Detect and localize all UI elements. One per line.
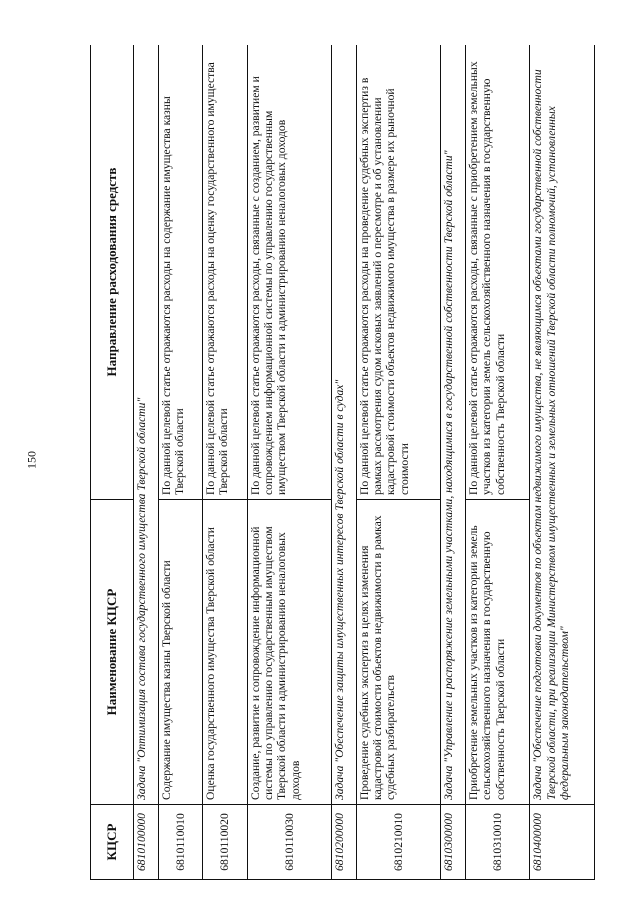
header-name: Наименование КЦСР	[91, 500, 134, 805]
header-direction: Направление расходования средств	[91, 45, 134, 500]
kcsr-name: Проведение судебных экспертиз в целях изменения кадастровой стоимости объектов недвижимости в рамках судебных разбирательств	[356, 500, 441, 805]
task-row	[530, 45, 595, 880]
table-row	[465, 45, 530, 880]
task-row	[134, 45, 159, 880]
task-code: 6810200000	[332, 805, 357, 880]
spending-direction: По данной целевой статье отражаются расходы, связанные с созданием, развитием и сопровождением информационной системы по управлению государственным имуществом Тверской области и администрированию неналоговых доходов	[247, 45, 332, 500]
task-text: Задача "Обеспечение подготовки документов по объектам недвижимого имущества, не являющимся объектами государственной собственности Тверской области, при реализации Министерством имущественных и земельных отношений Тверской области полномочий, установленных федеральным законодательством"	[530, 45, 595, 805]
table-row	[247, 45, 332, 880]
rotated-table-container	[90, 45, 595, 880]
kcsr-name: Приобретение земельных участков из категории земель сельскохозяйственного назначения в государственную собственность Тверской области	[465, 500, 530, 805]
table-frame	[90, 45, 595, 880]
spending-direction: По данной целевой статье отражаются расходы на содержание имущества казны Тверской области	[158, 45, 203, 500]
header-code: КЦСР	[91, 805, 134, 880]
task-row	[332, 45, 357, 880]
kcsr-name: Содержание имущества казны Тверской области	[158, 500, 203, 805]
table-row	[356, 45, 441, 880]
page-number: 150	[24, 451, 39, 469]
kcsr-code: 6810210010	[356, 805, 441, 880]
task-code: 6810300000	[441, 805, 466, 880]
spending-direction: По данной целевой статье отражаются расходы, связанные с приобретением земельных участков из категории земель сельскохозяйственного назначения в государственную собственность Тверской области	[465, 45, 530, 500]
task-code: 6810400000	[530, 805, 595, 880]
kcsr-code: 6810110020	[203, 805, 248, 880]
kcsr-table	[90, 45, 595, 880]
task-text: Задача "Оптимизация состава государственного имущества Тверской области"	[134, 45, 159, 805]
task-text: Задача "Управление и распоряжение земельными участками, находящимися в государственной собственности Тверской области"	[441, 45, 466, 805]
task-row	[441, 45, 466, 880]
kcsr-code: 6810110030	[247, 805, 332, 880]
kcsr-code: 6810310010	[465, 805, 530, 880]
spending-direction: По данной целевой статье отражаются расходы на оценку государственного имущества Тверской области	[203, 45, 248, 500]
table-header-row	[91, 45, 134, 880]
table-row	[158, 45, 203, 880]
kcsr-name: Оценка государственного имущества Тверской области	[203, 500, 248, 805]
task-code: 6810100000	[134, 805, 159, 880]
kcsr-name: Создание, развитие и сопровождение информационной системы по управлению государственным имуществом Тверской области и администрированию неналоговых доходов	[247, 500, 332, 805]
kcsr-code: 6810110010	[158, 805, 203, 880]
table-row	[203, 45, 248, 880]
task-text: Задача "Обеспечение защиты имущественных интересов Тверской области в судах"	[332, 45, 357, 805]
spending-direction: По данной целевой статье отражаются расходы на проведение судебных экспертиз в рамках рассмотрения судом исковых заявлений о пересмотре и об установлении кадастровой стоимости объектов недвижимого имущества в размере их рыночной стоимости	[356, 45, 441, 500]
